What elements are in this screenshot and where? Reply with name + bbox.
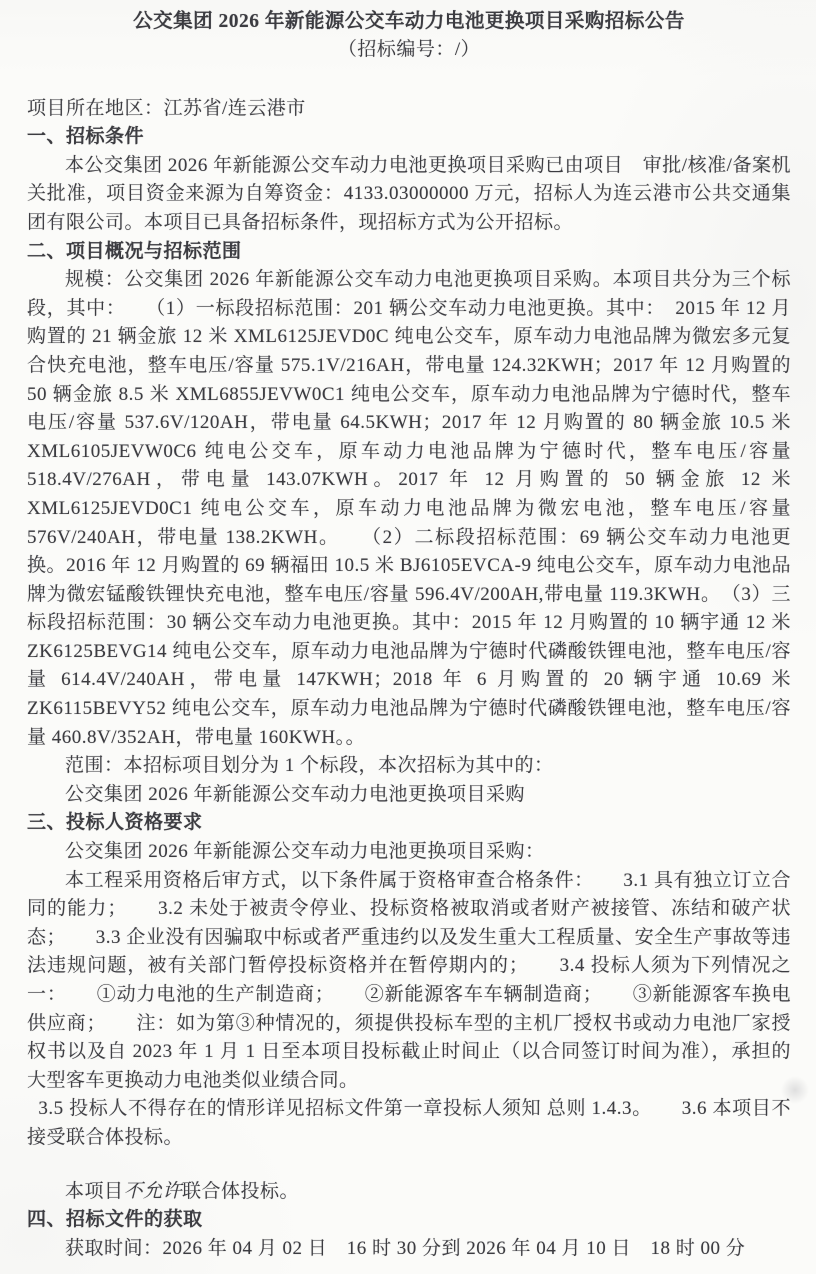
title-body-gap (27, 65, 791, 95)
section-2-heading: 二、项目概况与招标范围 (27, 240, 242, 262)
tender-conditions-paragraph: 本公交集团 2026 年新能源公交车动力电池更换项目采购已由项目 审批/核准/备案机关批准，项目资金来源为自筹资金：4133.03000000 万元，招标人为连云港市公共交通集团有限公司。本项目已具备招标条件，现招标方式为公开招标。 (27, 154, 791, 233)
tender-section-name-line: 公交集团 2026 年新能源公交车动力电池更换项目采购 (65, 783, 526, 805)
document-title: 公交集团 2026 年新能源公交车动力电池更换项目采购招标公告 (133, 11, 685, 32)
project-scale-paragraph: 规模：公交集团 2026 年新能源公交车动力电池更换项目采购。本项目共分为三个标段，其中： （1）一标段招标范围：201 辆公交车动力电池更换。其中： 2015 年 12 月购置的 21 辆金旅 12 米 XML6125JEVD0C 纯电公交车，原车动力电池品牌为微宏多元复合快充电池，整车电压/容量 575.1V/216AH，带电量 124.32KWH；2017 年 12 月购置的 50 辆金旅 8.5 米 XML6855JEVW0C1 纯电公交车，原车动力电池品牌为宁德时代，整车电压/容量 537.6V/120AH，带电量 64.5KWH；2017 年 12 月购置的 80 辆金旅 10.5 米 XML6105JEVW0C6 纯电公交车，原车动力电池品牌为宁德时代，整车电压/容量 518.4V/276AH，带电量 143.07KWH。2017 年 12 月购置的 50 辆金旅 12 米 XML6125JEVD0C1 纯电公交车，原车动力电池品牌为微宏电池，整车电压/容量 576V/240AH，带电量 138.2KWH。 （2）二标段招标范围：69 辆公交车动力电池更换。2016 年 12 月购置的 69 辆福田 10.5 米 BJ6105EVCA-9 纯电公交车，原车动力电池品牌为微宏锰酸铁锂快充电池，整车电压/容量 596.4V/200AH,带电量 119.3KWH。 （3）三标段招标范围：30 辆公交车动力电池更换。其中：2015 年 12 月购置的 10 辆宇通 12 米 ZK6125BEVG14 纯电公交车，原车动力电池品牌为宁德时代磷酸铁锂电池，整车电压/容量 614.4V/240AH，带电量 147KWH；2018 年 6 月购置的 20 辆宇通 10.69 米 ZK6115BEVY52 纯电公交车，原车动力电池品牌为宁德时代磷酸铁锂电池，整车电压/容量 460.8V/352AH，带电量 160KWH。。 (27, 269, 791, 748)
section-1-heading: 一、招标条件 (27, 126, 145, 148)
document-acquisition-time-line: 获取时间：2026 年 04 月 02 日 16 时 30 分到 2026 年 04 月 10 日 18 时 00 分 (65, 1237, 746, 1259)
qualification-conditions-paragraph: 本工程采用资格后审方式，以下条件属于资格审查合格条件： 3.1 具有独立订立合同的能力； 3.2 未处于被责令停业、投标资格被取消或者财产被接管、冻结和破产状态； 3.3 企业没有因骗取中标或者严重违约以及发生重大工程质量、安全生产事故等违法违规问题，被有关部门暂停投标资格并在暂停期内的； 3.4 投标人须为下列情况之一： ①动力电池的生产制造商； ②新能源客车车辆制造商； ③新能源客车换电供应商； 注：如为第③种情况的，须提供投标车型的主机厂授权书或动力电池厂家授权书以及自 2023 年 1 月 1 日至本项目投标截止时间止（以合同签订时间为准），承担的大型客车更换动力电池类似业绩合同。 (27, 869, 791, 1091)
clauses-35-36-paragraph: 3.5 投标人不得存在的情形详见招标文件第一章投标人须知 总则 1.4.3。 3.6 本项目不接受联合体投标。 (27, 1098, 791, 1148)
section-4-heading: 四、招标文件的获取 (27, 1209, 203, 1231)
joint-bid-post-text: 联合体投标。 (182, 1180, 300, 1202)
section-3-heading: 三、投标人资格要求 (27, 812, 203, 834)
joint-bid-not-allowed-italic: 不允许 (123, 1180, 183, 1202)
joint-bid-pre-text: 本项目 (65, 1180, 124, 1202)
project-location-line: 项目所在地区：江苏省/连云港市 (27, 97, 306, 119)
tender-scope-paragraph: 范围：本招标项目划分为 1 个标段，本次招标为其中的： (65, 755, 554, 777)
joint-bid-statement (27, 1178, 791, 1207)
tender-number-line: （招标编号：/） (337, 39, 481, 60)
qualification-intro-line: 公交集团 2026 年新能源公交车动力电池更换项目采购： (65, 841, 545, 863)
